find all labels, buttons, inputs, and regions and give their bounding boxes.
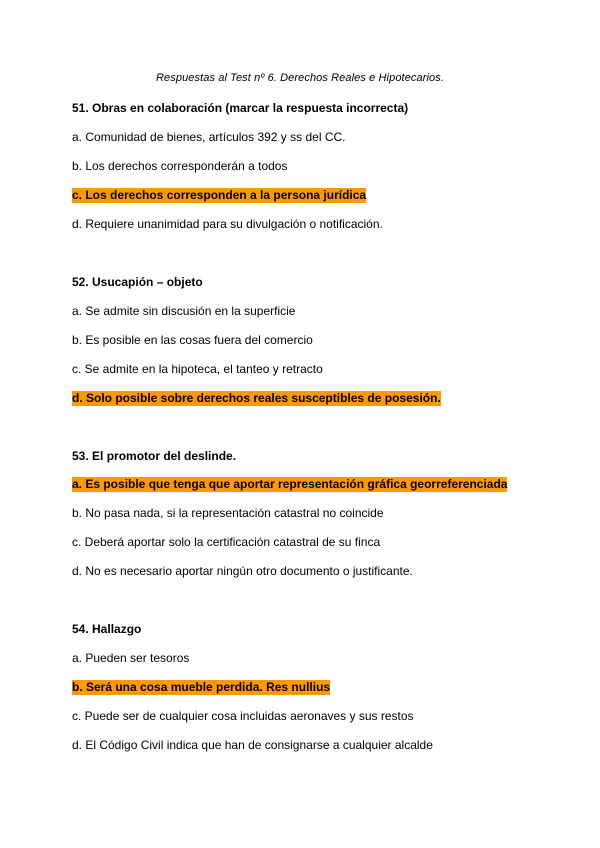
- answer-option: d. Requiere unanimidad para su divulgación o notificación.: [72, 217, 383, 231]
- question-title: 54. Hallazgo: [72, 622, 142, 636]
- correct-answer-option: a. Es posible que tenga que aportar representación gráfica georreferenciada: [72, 477, 508, 491]
- answer-option: a. Pueden ser tesoros: [72, 651, 190, 665]
- page-header: Respuestas al Test nº 6. Derechos Reales e Hipotecarios.: [155, 72, 445, 84]
- answer-option: b. Es posible en las cosas fuera del comercio: [72, 333, 313, 347]
- answer-option: c. Puede ser de cualquier cosa incluidas aeronaves y sus restos: [72, 709, 414, 723]
- answer-option: b. Los derechos corresponderán a todos: [72, 159, 288, 173]
- question-title: 52. Usucapión – objeto: [72, 275, 203, 289]
- correct-answer-option: c. Los derechos corresponden a la persona jurídica: [72, 188, 367, 202]
- answer-option: c. Se admite en la hipoteca, el tanteo y retracto: [72, 362, 323, 376]
- answer-option: c. Deberá aportar solo la certificación catastral de su finca: [72, 535, 381, 549]
- answer-option: a. Se admite sin discusión en la superficie: [72, 304, 296, 318]
- correct-answer-option: d. Solo posible sobre derechos reales susceptibles de posesión.: [72, 391, 441, 405]
- correct-answer-option: b. Será una cosa mueble perdida. Res nullius: [72, 680, 331, 694]
- answer-option: a. Comunidad de bienes, artículos 392 y ss del CC.: [72, 130, 346, 144]
- question-title: 51. Obras en colaboración (marcar la respuesta incorrecta): [72, 101, 409, 115]
- question-title: 53. El promotor del deslinde.: [72, 449, 237, 463]
- answer-option: b. No pasa nada, si la representación catastral no coincide: [72, 506, 384, 520]
- answer-option: d. El Código Civil indica que han de consignarse a cualquier alcalde: [72, 738, 433, 752]
- answer-option: d. No es necesario aportar ningún otro documento o justificante.: [72, 564, 413, 578]
